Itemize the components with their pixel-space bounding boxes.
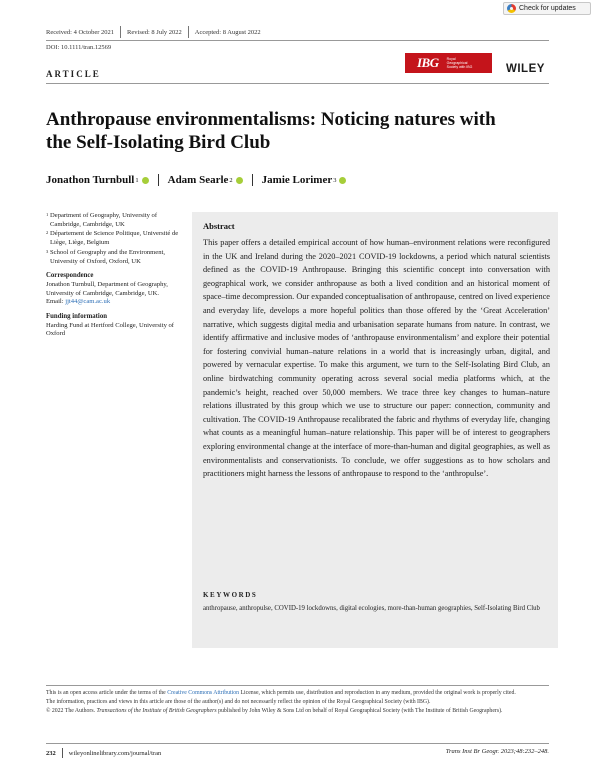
wiley-logo: WILEY xyxy=(506,63,545,75)
copyright-note xyxy=(46,707,549,715)
funding-text: Harding Fund at Hertford College, University of Oxford xyxy=(46,321,175,338)
abstract-heading: Abstract xyxy=(203,221,235,231)
affiliation xyxy=(46,249,186,266)
affiliation xyxy=(46,230,186,247)
affiliation-sup: 1 xyxy=(46,212,49,217)
keywords-text: anthropause, anthropulse, COVID-19 lockdowns, digital ecologies, more-than-human geographies, Self-Isolating Bird Club xyxy=(203,605,540,612)
author-name[interactable]: Jamie Lorimer xyxy=(261,174,333,186)
affiliation-text: Department of Geography, University of Cambridge, Cambridge, UK xyxy=(50,212,158,228)
title-line-1: Anthropause environmentalisms: Noticing natures with xyxy=(46,109,496,130)
creative-commons-link[interactable]: Creative Commons Attribution xyxy=(167,690,240,696)
check-for-updates-label: Check for updates xyxy=(519,5,576,12)
author-affiliation-sup: 1 xyxy=(135,176,139,184)
affiliation xyxy=(46,212,186,229)
page-title xyxy=(46,108,546,154)
email-label: Email: xyxy=(46,298,66,306)
orcid-icon[interactable] xyxy=(142,177,149,184)
funding-heading: Funding information xyxy=(46,313,107,321)
citation: Trans Inst Br Geogr. 2023;48:232–248. xyxy=(445,748,549,755)
ibg-logo-text: IBG xyxy=(417,55,439,70)
footer-notes xyxy=(46,689,549,717)
affiliation-text: Département de Science Politique, Université de Liège, Liège, Belgium xyxy=(50,230,179,247)
license-note xyxy=(46,689,549,697)
orcid-icon[interactable] xyxy=(236,177,243,184)
abstract-text: This paper offers a detailed empirical account of how human–environment relations were reconfigured in the UK and Ireland during the 2020–2021 COVID-19 lockdowns, a period which natural scientists defined as the COVID-19 Anthropause. Bringing this scientific concept into conversation with geographical work, we consider anthropause as both a lived condition and an historical moment of space–time decompression. Our expanded conceptualisation of anthropause, centred on lived experience and everyday life, develops a more hopeful politics than those offered by the ‘Great Acceleration’ narrative, which suggests digital media and urbanisation separate humans from nature. In contrast, we identify affirmative and inclusive modes of ‘anthropause environmentalism’ and explore their potential for fostering convivial human–nature relations in a world that is increasingly urban, digital, and powered by vernacular expertise. To make this argument, we turn to the Self-Isolating Bird Club, an online birdwatching community operating across several social media platforms which, at the pandemic’s height, reached over 50,000 members. We trace three key changes to human–nature relations illustrated by this group which we use to structure our paper: connection, community and cultivation. The COVID-19 Anthropause recalibrated the fabric and rhythms of everyday life, changing what counts as a meaningful human–nature relationship. This paper will be of interest to geographers exploring environmental change at the interface of more-than-human and digital geographies, as well as environmentalists and conservationists. To conclude, we offer suggestions as to how scholars and practitioners might harness the lessons of anthropause to respond to the ‘anthropulse’. xyxy=(203,238,550,479)
title-line-2: the Self-Isolating Bird Club xyxy=(46,132,271,153)
license-text: License, which permits use, distribution and reproduction in any medium, provided the original work is properly cited. xyxy=(239,690,516,696)
copyright-text: © 2022 The Authors. xyxy=(46,708,97,715)
affiliation-text: School of Geography and the Environment, University of Oxford, Oxford, UK xyxy=(50,248,165,265)
ibg-logo-subtext: Royal Geographical Society with IBG xyxy=(446,57,473,69)
doi[interactable]: DOI: 10.1111/tran.12569 xyxy=(46,44,112,51)
ibg-logo xyxy=(405,53,492,73)
correspondence-heading: Correspondence xyxy=(46,272,94,280)
page-footer-left xyxy=(46,748,161,758)
author-affiliation-sup: 3 xyxy=(333,176,337,184)
journal-url[interactable]: wileyonlinelibrary.com/journal/tran xyxy=(68,749,162,757)
received-date: Received: 4 October 2021 xyxy=(46,28,115,36)
author-name[interactable]: Adam Searle xyxy=(167,174,229,186)
journal-name: Transactions of the Institute of British Geographers xyxy=(96,708,217,715)
divider xyxy=(62,748,63,758)
divider xyxy=(252,174,253,186)
author-list xyxy=(46,174,346,186)
divider xyxy=(158,174,159,186)
keywords-heading: KEYWORDS xyxy=(203,591,258,599)
affiliation-sup: 2 xyxy=(46,230,49,236)
accepted-date: Accepted: 8 August 2022 xyxy=(194,28,261,36)
correspondence-email xyxy=(46,298,186,307)
article-rule xyxy=(46,83,549,84)
correspondence-text: Jonathon Turnbull, Department of Geography, University of Cambridge, Cambridge, UK. xyxy=(46,280,168,297)
author-affiliation-sup: 2 xyxy=(229,176,233,184)
email-link[interactable]: jjt44@cam.ac.uk xyxy=(65,298,111,306)
disclaimer-note: The information, practices and views in this article are those of the author(s) and do not necessarily reflect the opinion of the Royal Geographical Society (with IBG). xyxy=(46,699,431,706)
license-text: This is an open access article under the terms of the xyxy=(46,690,168,696)
sidebar-info xyxy=(46,212,186,339)
crossmark-icon xyxy=(507,4,516,13)
page-number: 232 xyxy=(46,749,56,757)
affiliation-sup: 3 xyxy=(46,248,49,254)
footer-bottom-rule xyxy=(46,743,549,744)
copyright-text: published by John Wiley & Sons Ltd on behalf of Royal Geographical Society (with The Institute of British Geographers). xyxy=(216,708,503,715)
check-for-updates-button[interactable] xyxy=(503,2,591,15)
header-rule xyxy=(46,40,549,41)
author-name[interactable]: Jonathon Turnbull xyxy=(46,174,135,186)
orcid-icon[interactable] xyxy=(339,177,346,184)
article-type-label: ARTICLE xyxy=(46,69,101,79)
revised-date: Revised: 8 July 2022 xyxy=(127,28,182,36)
footer-rule xyxy=(46,685,549,686)
history-dates xyxy=(46,26,267,38)
